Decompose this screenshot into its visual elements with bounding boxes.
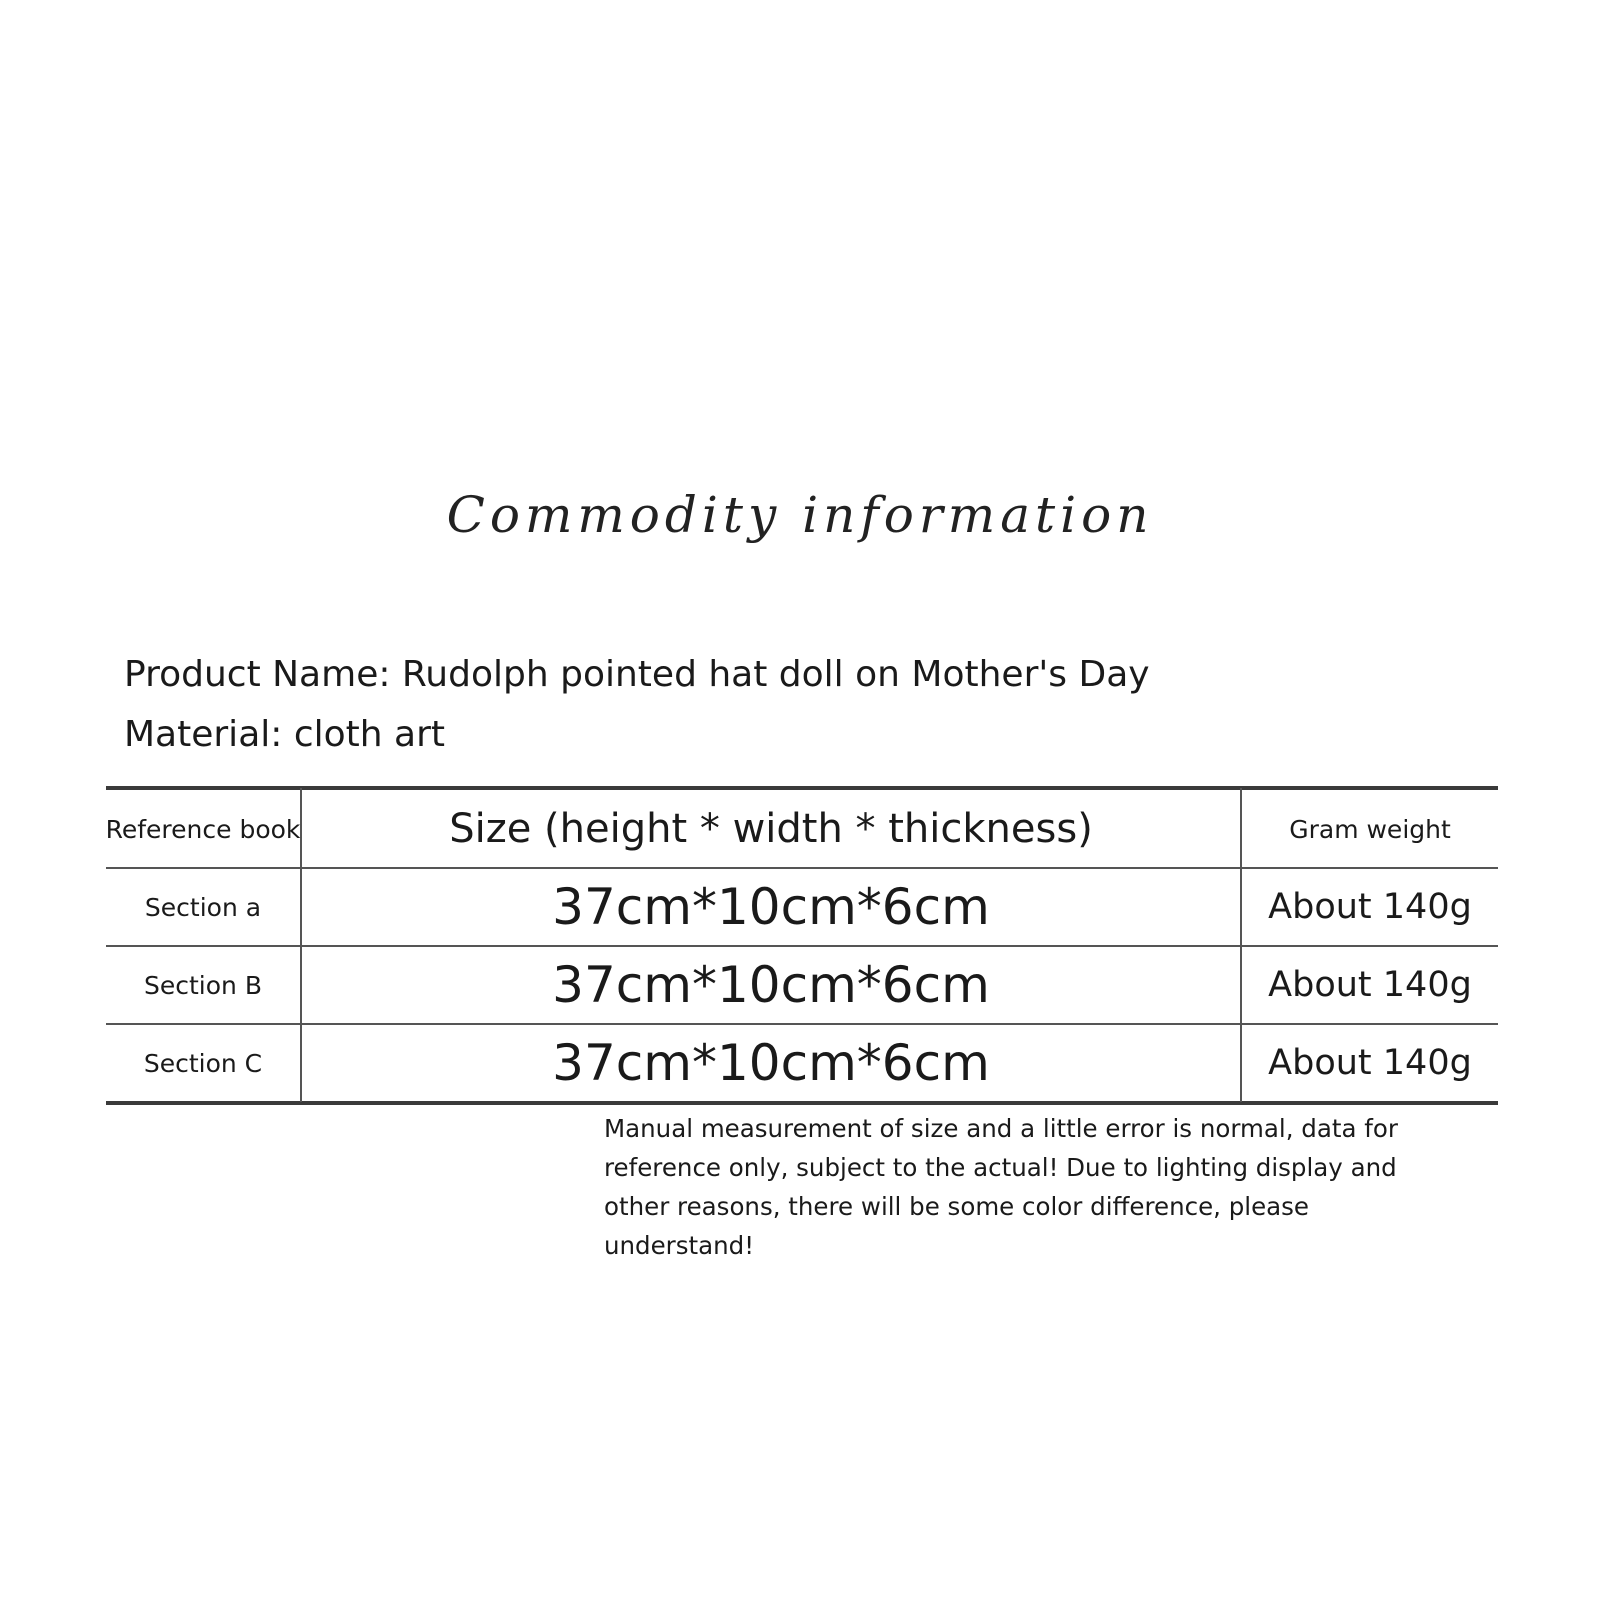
header-size: Size (height * width * thickness) bbox=[449, 806, 1093, 852]
row-section-a-weight: About 140g bbox=[1268, 887, 1472, 927]
disclaimer-note: Manual measurement of size and a little error is normal, data for reference only, subject to the actual! Due to lighting display and other reasons, there will be some color difference, please understand! bbox=[604, 1114, 1398, 1260]
row-section-a-size: 37cm*10cm*6cm bbox=[552, 878, 990, 936]
product-material: Material: cloth art bbox=[124, 714, 445, 755]
header-reference-book: Reference book bbox=[105, 814, 301, 844]
product-name: Product Name: Rudolph pointed hat doll on Mother's Day bbox=[124, 654, 1150, 695]
spec-table bbox=[106, 786, 1498, 1106]
row-section-c-weight: About 140g bbox=[1268, 1043, 1472, 1083]
row-section-b-size: 37cm*10cm*6cm bbox=[552, 956, 990, 1014]
header-gram-weight: Gram weight bbox=[1289, 814, 1451, 844]
row-section-b-weight: About 140g bbox=[1268, 965, 1472, 1005]
row-section-c-label: Section C bbox=[143, 1048, 263, 1078]
row-section-c-size: 37cm*10cm*6cm bbox=[552, 1034, 990, 1092]
row-section-a-label: Section a bbox=[144, 892, 262, 922]
page-title: Commodity information bbox=[446, 486, 1154, 544]
row-section-b-label: Section B bbox=[144, 970, 262, 1000]
